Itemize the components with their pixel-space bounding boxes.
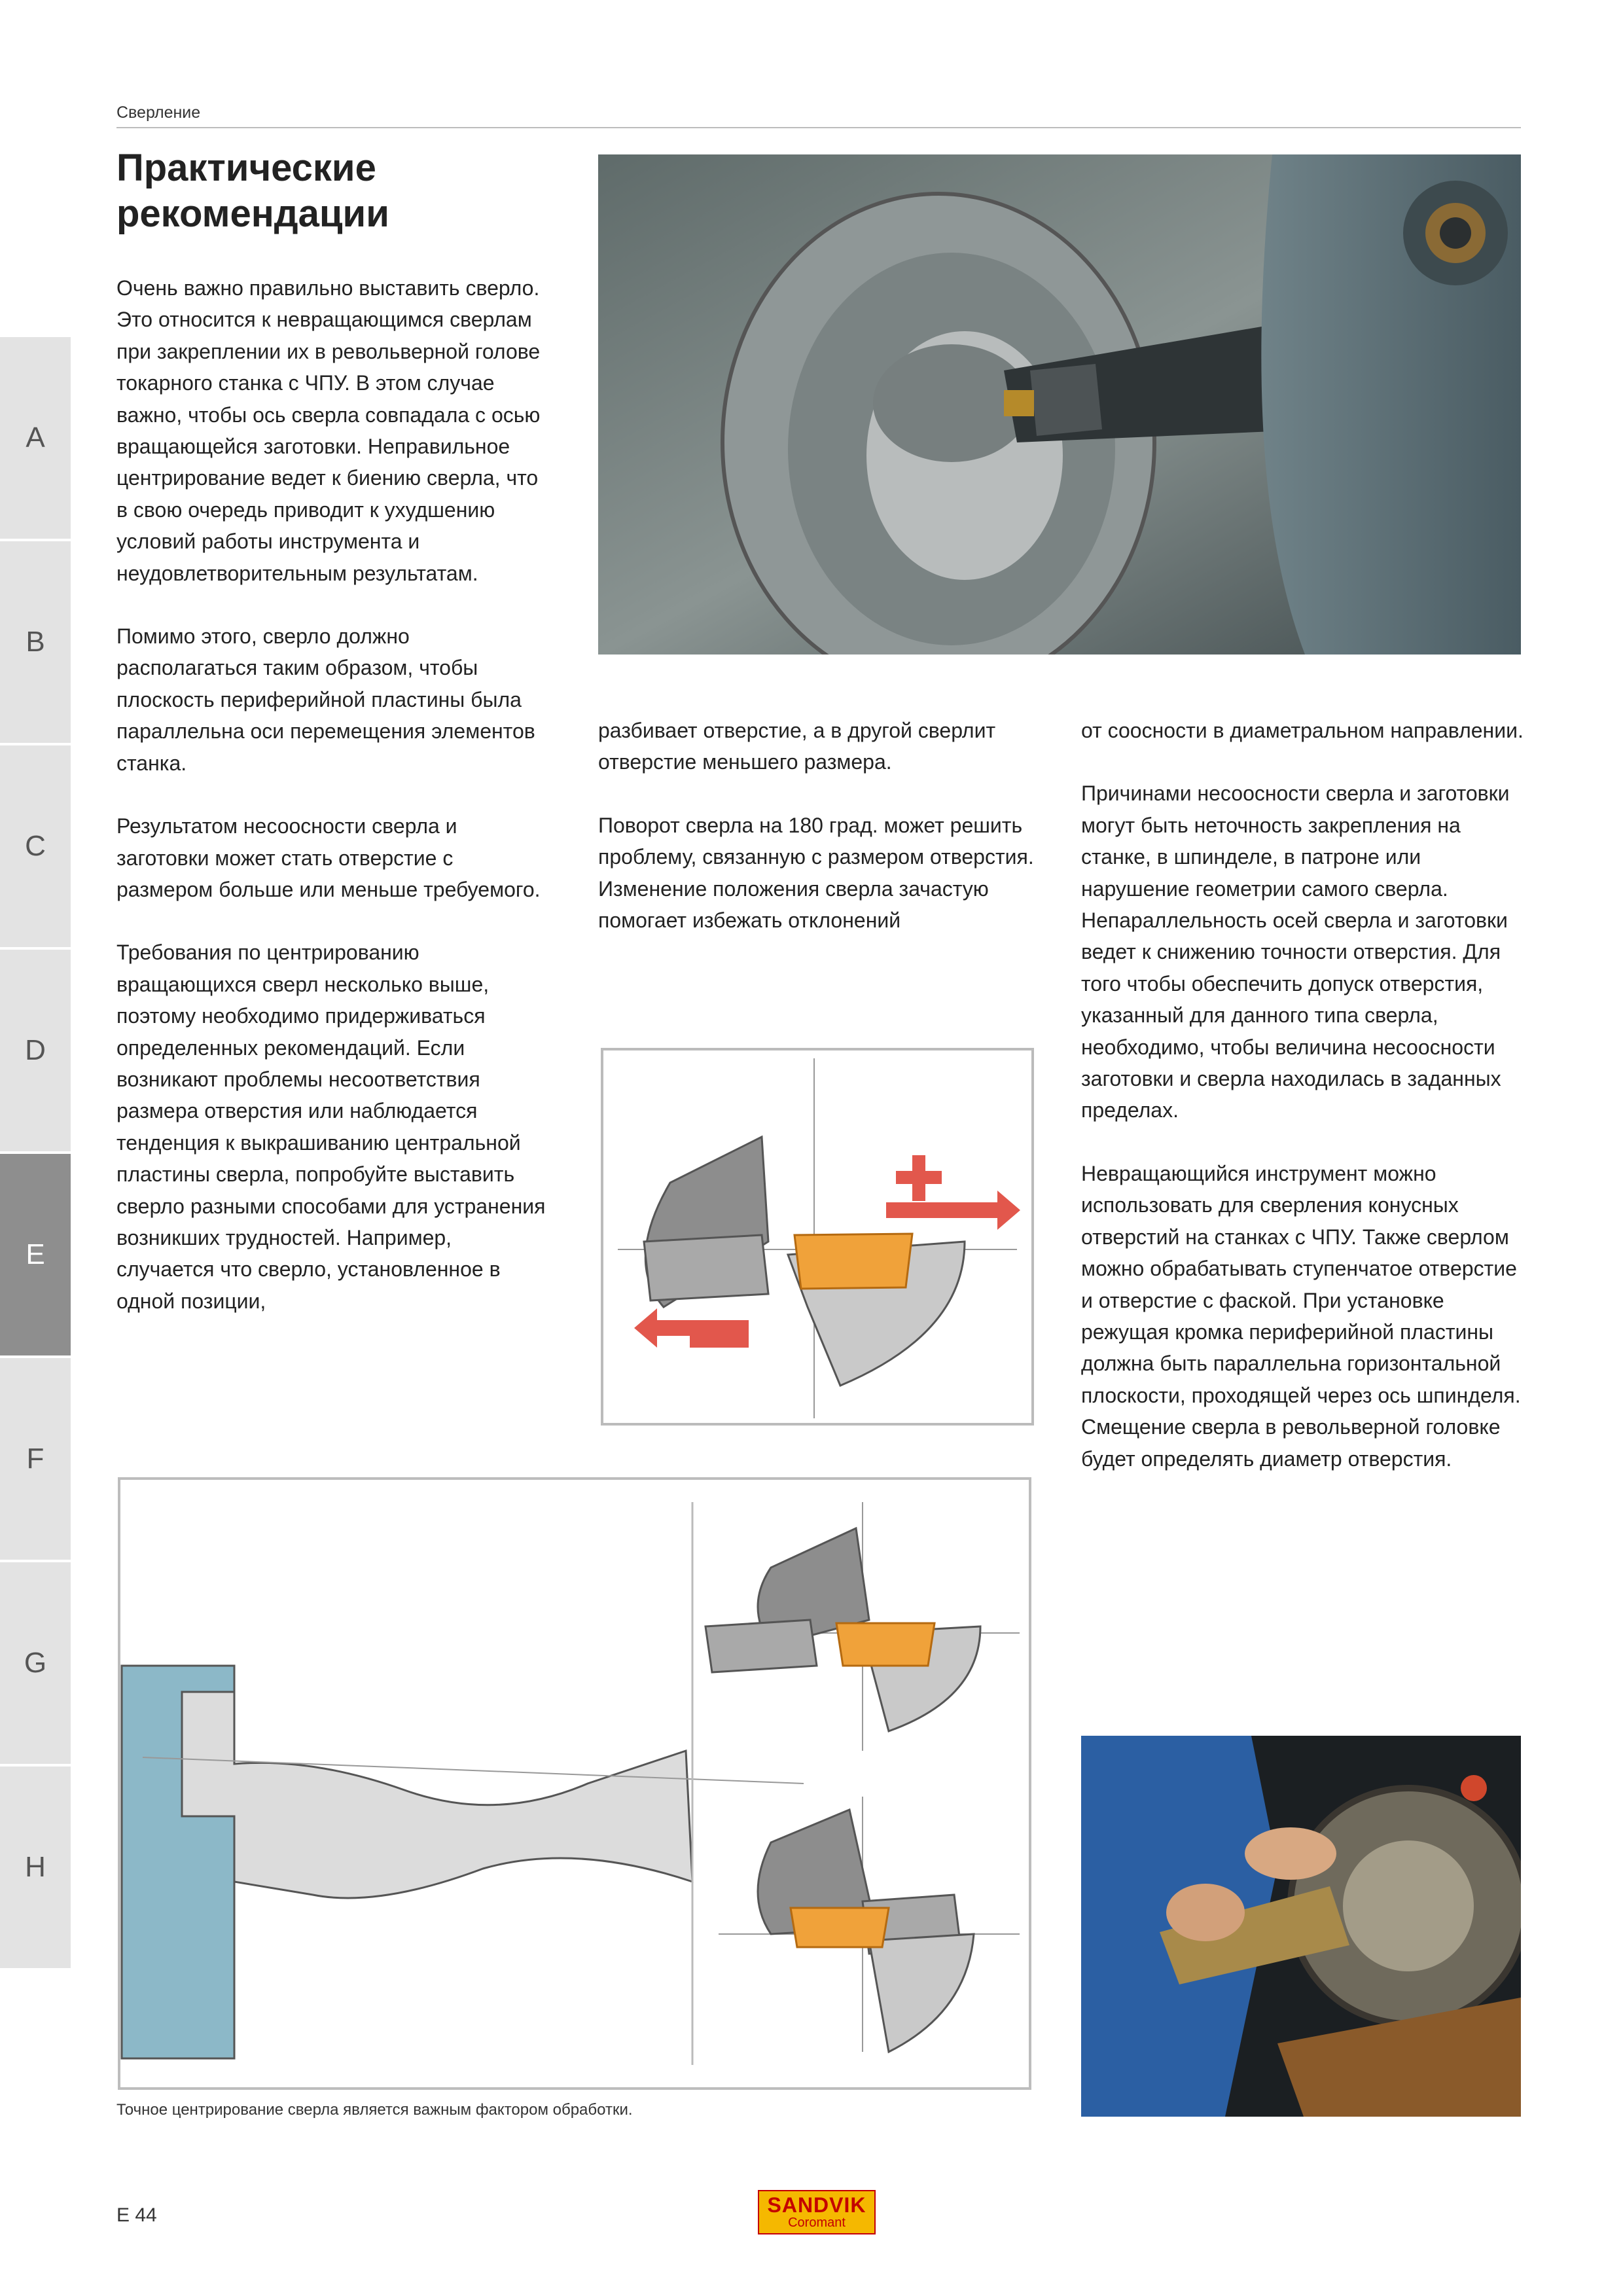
paragraph: Очень важно правильно выставить сверло. Это относится к невращающимся сверлам при закреплении их в револьверной голове токарного станка с ЧПУ. В этом случае важно, чтобы ось сверла совпадала с осью вращающейся заготовки. Неправильное центрирование ведет к биению сверла, что в свою очередь приводит к ухудшению условий работы инструмента и неудовлетворительным результатам. xyxy=(116,276,541,585)
header-rule xyxy=(116,127,1521,128)
figure-caption: Точное центрирование сверла является важным фактором обработки. xyxy=(116,2101,633,2119)
page-number: E 44 xyxy=(116,2204,157,2226)
text-column-1 xyxy=(116,272,554,1348)
tab-e[interactable]: E xyxy=(0,1154,71,1358)
text-column-2 xyxy=(598,715,1043,967)
tab-d[interactable]: D xyxy=(0,950,71,1154)
drill-alignment-diagram xyxy=(116,1476,1033,2091)
tab-a[interactable]: A xyxy=(0,337,71,541)
title-line-2: рекомендации xyxy=(116,192,389,235)
logo-sub: Coromant xyxy=(788,2215,846,2230)
paragraph: Результатом несоосности сверла и заготовки может стать отверстие с размером больше или меньше требуемого. xyxy=(116,814,541,901)
operator-setup-photo xyxy=(1081,1736,1521,2117)
paragraph: разбивает отверстие, а в другой сверлит отверстие меньшего размера. xyxy=(598,719,996,774)
drill-offset-diagram xyxy=(598,1045,1037,1428)
logo-brand: SANDVIK xyxy=(767,2193,866,2217)
tab-f[interactable]: F xyxy=(0,1358,71,1562)
page-title xyxy=(116,145,389,237)
section-tabs xyxy=(0,337,71,1971)
paragraph: Требования по центрированию вращающихся сверл несколько выше, поэтому необходимо придерживаться определенных рекомендаций. Если возникают проблемы несоответствия размера отверстия или наблюдается тенденция к выкрашиванию центральной пластины сверла, попробуйте выставить сверло разными способами для устранения возникших трудностей. Например, случается что сверло, установленное в одной позиции, xyxy=(116,941,546,1313)
tab-g[interactable]: G xyxy=(0,1562,71,1767)
section-label: Сверление xyxy=(116,103,201,122)
sandvik-coromant-logo xyxy=(758,2190,876,2234)
paragraph: Невращающийся инструмент можно использовать для сверления конусных отверстий на станках с ЧПУ. Также сверлом можно обрабатывать ступенчатое отверстие и отверстие с фаской. При установке режущая кромка периферийной пластины должна быть параллельна горизонтальной плоскости, проходящей через ось шпинделя. Смещение сверла в револьверной головке будет определять диаметр отверстия. xyxy=(1081,1161,1521,1471)
text-column-3 xyxy=(1081,715,1526,1506)
paragraph: Поворот сверла на 180 град. может решить проблему, связанную с размером отверстия. Изменение положения сверла зачастую помогает избежать отклонений xyxy=(598,813,1034,933)
tab-c[interactable]: C xyxy=(0,745,71,950)
tab-b[interactable]: B xyxy=(0,541,71,745)
tab-h[interactable]: H xyxy=(0,1767,71,1971)
title-line-1: Практические xyxy=(116,147,376,189)
paragraph: Помимо этого, сверло должно располагаться таким образом, чтобы плоскость периферийной пластины была параллельна оси перемещения элементов станка. xyxy=(116,624,535,775)
lathe-drilling-photo xyxy=(598,154,1521,655)
paragraph: от соосности в диаметральном направлении. xyxy=(1081,719,1524,742)
paragraph: Причинами несоосности сверла и заготовки могут быть неточность закрепления на станке, в шпинделе, в патроне или нарушение геометрии самого сверла. Непараллельность осей сверла и заготовки ведет к снижению точности отверстия. Для того чтобы обеспечить допуск отверстия, указанный для данного типа сверла, необходимо, чтобы величина несоосности заготовки и сверла находилась в заданных пределах. xyxy=(1081,781,1510,1122)
